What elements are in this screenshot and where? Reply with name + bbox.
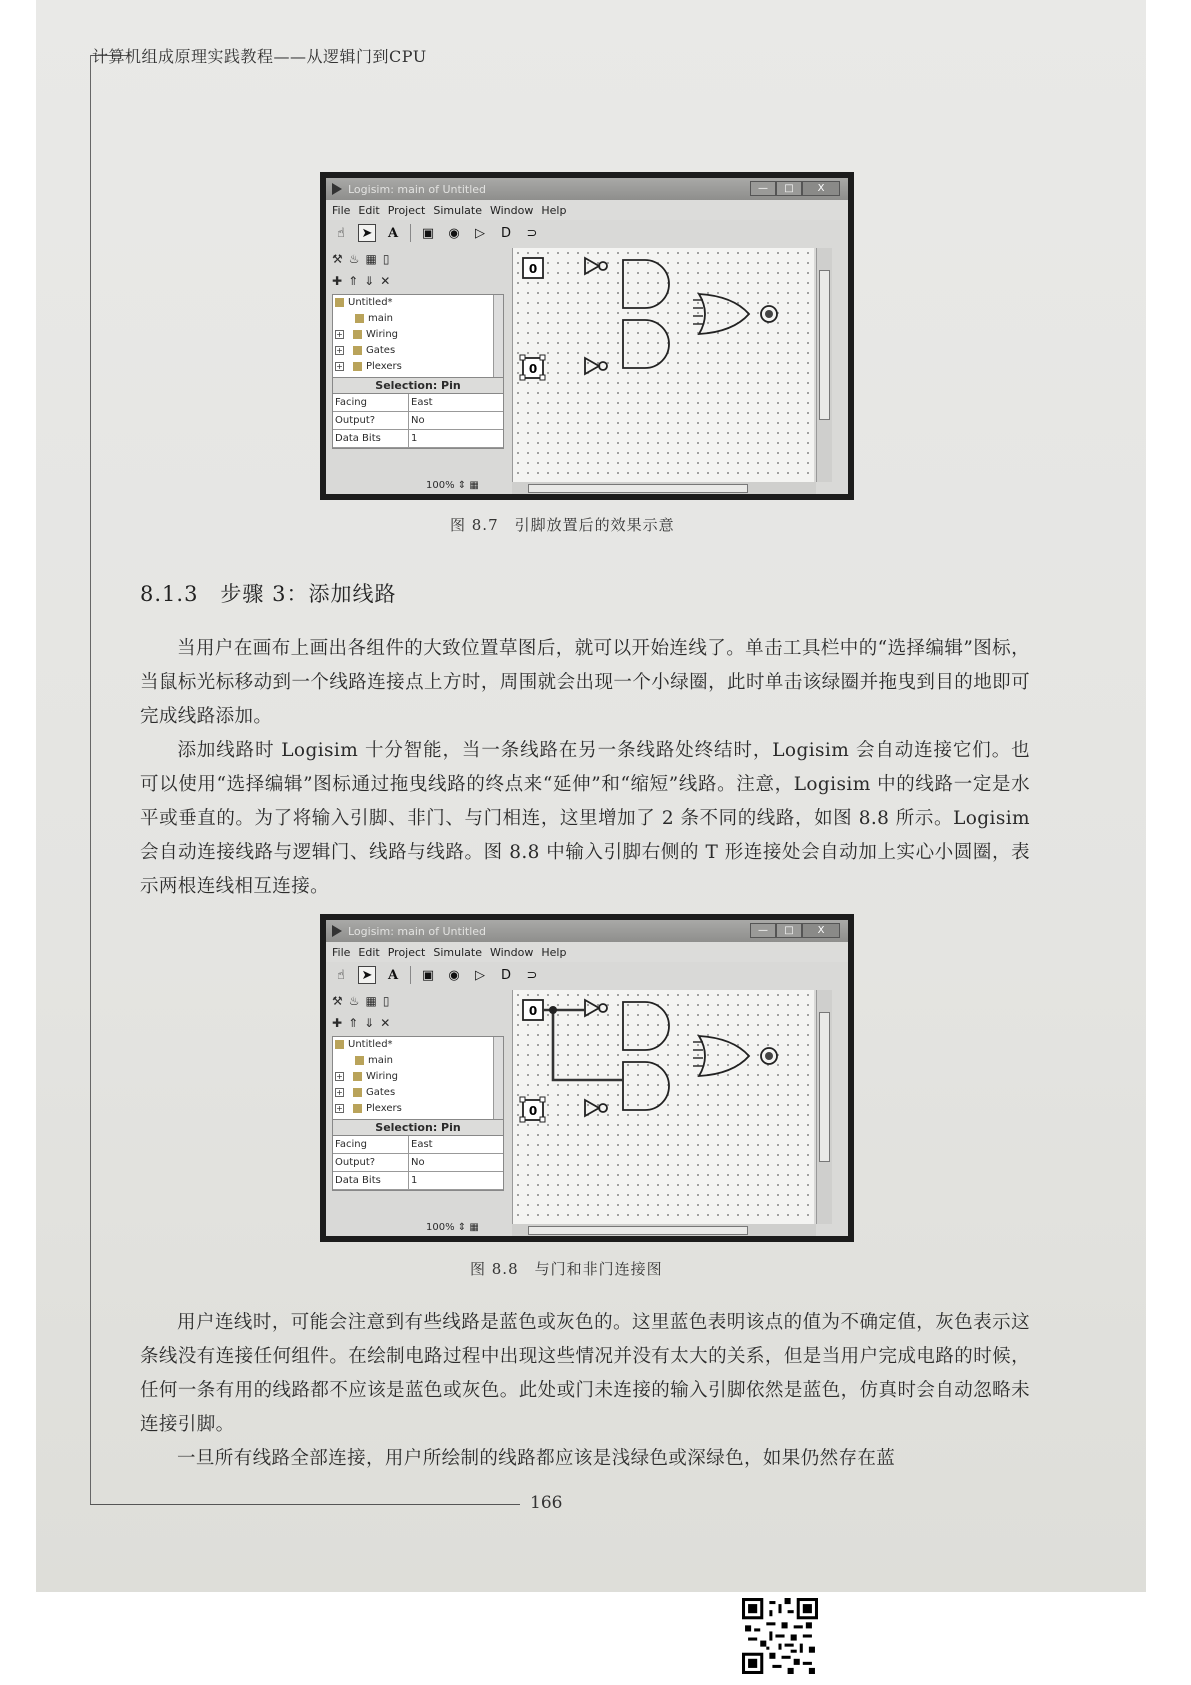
layout-icon[interactable]: ▦ <box>365 994 377 1008</box>
figure-caption-8-7: 图 8.7 引脚放置后的效果示意 <box>450 516 675 534</box>
attribute-value[interactable]: 1 <box>411 1175 418 1186</box>
explorer-actions <box>326 1012 510 1034</box>
pin-value-label: 0 <box>528 362 538 376</box>
not-gate-tool-icon[interactable]: ▷ <box>475 967 485 983</box>
not-gate-tool-icon[interactable]: ▷ <box>475 225 485 241</box>
appearance-icon[interactable]: ▯ <box>382 994 390 1008</box>
menu-edit[interactable]: Edit <box>358 945 380 959</box>
folder-icon <box>353 1104 362 1113</box>
selection-handle[interactable] <box>540 375 545 380</box>
window-title: Logisim: main of Untitled <box>348 924 486 938</box>
explorer-toolbar <box>326 990 510 1012</box>
move-up-icon[interactable]: ⇑ <box>348 1016 359 1030</box>
tree-library-plexers[interactable]: + Plexers <box>336 1103 402 1114</box>
selection-handle[interactable] <box>520 1097 525 1102</box>
expand-icon[interactable]: + <box>336 1087 343 1097</box>
canvas-vertical-scrollbar[interactable] <box>816 990 832 1224</box>
selection-handle[interactable] <box>520 1117 525 1122</box>
figure-caption-8-8: 图 8.8 与门和非门连接图 <box>470 1260 663 1278</box>
tree-library-wiring[interactable]: + Wiring <box>336 329 399 340</box>
menu-file[interactable]: File <box>332 945 351 959</box>
and-gate-1[interactable] <box>623 1002 669 1050</box>
menu-bar <box>326 200 848 220</box>
delete-icon[interactable]: ✕ <box>380 1016 391 1030</box>
close-button[interactable]: X <box>802 923 840 938</box>
circuit-drawing <box>513 990 815 1224</box>
menu-project[interactable]: Project <box>387 203 426 217</box>
menu-simulate[interactable]: Simulate <box>433 945 482 959</box>
tree-circuit-main[interactable]: main <box>333 1053 503 1069</box>
paragraph-1: 当用户在画布上画出各组件的大致位置草图后，就可以开始连线了。单击工具栏中的“选择编辑”图标，当鼠标光标移动到一个线路连接点上方时，周围就会出现一个小绿圈，此时单击该绿圈并拖曳到目的地即可完成线路添加。 <box>140 638 1030 727</box>
attribute-key: Facing <box>333 1136 409 1153</box>
and-gate-2[interactable] <box>623 320 669 368</box>
menu-bar <box>326 942 848 962</box>
qr-code <box>742 1598 818 1674</box>
selection-title: Selection: Pin <box>332 378 504 394</box>
selection-title: Selection: Pin <box>332 1120 504 1136</box>
input-pin-tool-icon[interactable]: ▣ <box>421 225 435 241</box>
or-gate-tool-icon[interactable]: ⊃ <box>526 225 538 241</box>
circuit-drawing <box>513 248 815 482</box>
attribute-value[interactable]: 1 <box>411 433 418 444</box>
attribute-value[interactable]: East <box>411 1139 433 1150</box>
toolbar-separator <box>410 966 411 984</box>
toolbox-icon[interactable]: ⚒ <box>332 994 343 1008</box>
delete-icon[interactable]: ✕ <box>380 274 391 288</box>
attribute-key: Facing <box>333 394 409 411</box>
attribute-table <box>332 1136 504 1191</box>
and-gate-tool-icon[interactable]: D <box>500 225 511 241</box>
margin-rule <box>90 55 91 1505</box>
window-title: Logisim: main of Untitled <box>348 182 486 196</box>
running-header: 计算机组成原理实践教程——从逻辑门到CPU <box>92 47 427 66</box>
circuit-canvas[interactable] <box>512 990 814 1224</box>
layout-icon[interactable]: ▦ <box>365 252 377 266</box>
canvas-vertical-scrollbar[interactable] <box>816 248 832 482</box>
zoom-level[interactable]: 100% ⇕ ▦ <box>426 1222 479 1233</box>
input-pin-tool-icon[interactable]: ▣ <box>421 967 435 983</box>
tree-library-gates[interactable]: + Gates <box>336 345 396 356</box>
output-pin-dot <box>765 1052 773 1060</box>
attribute-row[interactable] <box>333 430 503 448</box>
menu-window[interactable]: Window <box>489 203 534 217</box>
menu-simulate[interactable]: Simulate <box>433 203 482 217</box>
page-number: 166 <box>530 1493 563 1513</box>
explorer-pane <box>326 248 510 494</box>
add-circuit-icon[interactable]: ✚ <box>332 1016 343 1030</box>
circuit-icon <box>355 1056 364 1065</box>
attribute-row[interactable] <box>333 1172 503 1190</box>
zoom-level[interactable]: 100% ⇕ ▦ <box>426 480 479 491</box>
output-pin-tool-icon[interactable]: ◉ <box>448 225 460 241</box>
menu-project[interactable]: Project <box>387 945 426 959</box>
not-gate-1[interactable] <box>585 1000 599 1016</box>
pin-value-label: 0 <box>528 262 538 276</box>
selection-handle[interactable] <box>540 355 545 360</box>
and-gate-2[interactable] <box>623 1062 669 1110</box>
expand-icon[interactable]: + <box>336 1071 343 1081</box>
text-tool-icon[interactable]: A <box>387 967 399 983</box>
tree-circuit-main[interactable]: main <box>333 311 503 327</box>
window-titlebar[interactable] <box>326 178 848 200</box>
tree-library-wiring[interactable]: + Wiring <box>336 1071 399 1082</box>
tree-project-untitled[interactable]: Untitled* <box>333 295 503 311</box>
not-gate-1[interactable] <box>585 258 599 274</box>
simulation-icon[interactable]: ♨ <box>348 994 360 1008</box>
selection-handle[interactable] <box>540 1117 545 1122</box>
explorer-actions <box>326 270 510 292</box>
folder-icon <box>353 362 362 371</box>
wire-pin-to-and <box>553 1010 623 1080</box>
poke-tool-icon[interactable]: ☝ <box>337 225 345 241</box>
expand-icon[interactable]: + <box>336 329 343 339</box>
folder-icon <box>353 330 362 339</box>
explorer-pane <box>326 990 510 1236</box>
folder-icon <box>353 1072 362 1081</box>
attribute-table <box>332 394 504 449</box>
move-down-icon[interactable]: ⇓ <box>364 274 375 288</box>
menu-help[interactable]: Help <box>541 945 567 959</box>
edit-tool-icon[interactable]: ➤ <box>358 224 376 242</box>
menu-edit[interactable]: Edit <box>358 203 380 217</box>
circuit-icon <box>355 314 364 323</box>
menu-window[interactable]: Window <box>489 945 534 959</box>
attribute-key: Data Bits <box>333 430 409 447</box>
component-tree <box>332 1036 504 1120</box>
simulation-icon[interactable]: ♨ <box>348 252 360 266</box>
close-button[interactable]: X <box>802 181 840 196</box>
move-up-icon[interactable]: ⇑ <box>348 274 359 288</box>
poke-tool-icon[interactable]: ☝ <box>337 967 345 983</box>
toolbox-icon[interactable]: ⚒ <box>332 252 343 266</box>
pin-value-label: 0 <box>528 1104 538 1118</box>
menu-help[interactable]: Help <box>541 203 567 217</box>
attribute-key: Output? <box>333 1154 409 1171</box>
expand-icon[interactable]: + <box>336 1103 343 1113</box>
logisim-logo-icon <box>332 183 342 195</box>
selection-handle[interactable] <box>520 375 525 380</box>
folder-icon <box>335 1040 344 1049</box>
explorer-toolbar <box>326 248 510 270</box>
menu-file[interactable]: File <box>332 203 351 217</box>
expand-icon[interactable]: + <box>336 361 343 371</box>
add-circuit-icon[interactable]: ✚ <box>332 274 343 288</box>
paragraph-2: 添加线路时 Logisim 十分智能，当一条线路在另一条线路处终结时，Logisim 会自动连接它们。也可以使用“选择编辑”图标通过拖曳线路的终点来“延伸”和“缩短”线路。注意，Logisim 中的线路一定是水平或垂直的。为了将输入引脚、非门、与门相连，这里增加了 2 条不同的线路，如图 8.8 所示。Logisim 会自动连接线路与逻辑门、线路与线路。图 8.8 中输入引脚右侧的 T 形连接处会自动加上实心小圆圈，表示两根连线相互连接。 <box>140 740 1030 897</box>
selection-handle[interactable] <box>540 1097 545 1102</box>
footer-rule <box>90 1504 520 1505</box>
expand-icon[interactable]: + <box>336 345 343 355</box>
move-down-icon[interactable]: ⇓ <box>364 1016 375 1030</box>
attribute-row[interactable] <box>333 412 503 430</box>
attribute-value[interactable]: No <box>411 1157 425 1168</box>
toolbar-separator <box>410 224 411 242</box>
wire-junction-dot <box>549 1006 557 1014</box>
edit-tool-icon[interactable]: ➤ <box>358 966 376 984</box>
or-gate-tool-icon[interactable]: ⊃ <box>526 967 538 983</box>
maximize-button[interactable]: □ <box>776 923 802 938</box>
tree-scrollbar[interactable] <box>493 295 503 377</box>
folder-icon <box>353 1088 362 1097</box>
paragraph-4: 一旦所有线路全部连接，用户所绘制的线路都应该是浅绿色或深绿色，如果仍然存在蓝 <box>177 1448 896 1469</box>
not-gate-2[interactable] <box>585 358 599 374</box>
text-tool-icon[interactable]: A <box>387 225 399 241</box>
selection-handle[interactable] <box>520 355 525 360</box>
attribute-value[interactable]: East <box>411 397 433 408</box>
attribute-row[interactable] <box>333 394 503 412</box>
attribute-row[interactable] <box>333 1136 503 1154</box>
minimize-button[interactable]: — <box>750 923 776 938</box>
toolbar <box>326 962 848 988</box>
folder-icon <box>353 346 362 355</box>
attribute-value[interactable]: No <box>411 415 425 426</box>
canvas-horizontal-scrollbar[interactable] <box>512 482 816 496</box>
tree-library-plexers[interactable]: + Plexers <box>336 361 402 372</box>
or-gate[interactable] <box>699 294 749 334</box>
section-heading: 8.1.3 步骤 3：添加线路 <box>140 582 397 606</box>
and-gate-tool-icon[interactable]: D <box>500 967 511 983</box>
not-gate-2[interactable] <box>585 1100 599 1116</box>
logisim-window-figure-8-7 <box>320 172 854 500</box>
logisim-window-figure-8-8 <box>320 914 854 1242</box>
attribute-key: Output? <box>333 412 409 429</box>
appearance-icon[interactable]: ▯ <box>382 252 390 266</box>
canvas-horizontal-scrollbar[interactable] <box>512 1224 816 1238</box>
tree-project-untitled[interactable]: Untitled* <box>333 1037 503 1053</box>
folder-icon <box>335 298 344 307</box>
pin-value-label: 0 <box>528 1004 538 1018</box>
attribute-key: Data Bits <box>333 1172 409 1189</box>
circuit-canvas[interactable] <box>512 248 814 482</box>
tree-scrollbar[interactable] <box>493 1037 503 1119</box>
or-gate[interactable] <box>699 1036 749 1076</box>
output-pin-dot <box>765 310 773 318</box>
minimize-button[interactable]: — <box>750 181 776 196</box>
component-tree <box>332 294 504 378</box>
window-titlebar[interactable] <box>326 920 848 942</box>
maximize-button[interactable]: □ <box>776 181 802 196</box>
output-pin-tool-icon[interactable]: ◉ <box>448 967 460 983</box>
attribute-row[interactable] <box>333 1154 503 1172</box>
toolbar <box>326 220 848 246</box>
tree-library-gates[interactable]: + Gates <box>336 1087 396 1098</box>
and-gate-1[interactable] <box>623 260 669 308</box>
paragraph-3: 用户连线时，可能会注意到有些线路是蓝色或灰色的。这里蓝色表明该点的值为不确定值，灰色表示这条线没有连接任何组件。在绘制电路过程中出现这些情况并没有太大的关系，但是当用户完成电路的时候，任何一条有用的线路都不应该是蓝色或灰色。此处或门未连接的输入引脚依然是蓝色，仿真时会自动忽略未连接引脚。 <box>140 1312 1030 1435</box>
logisim-logo-icon <box>332 925 342 937</box>
